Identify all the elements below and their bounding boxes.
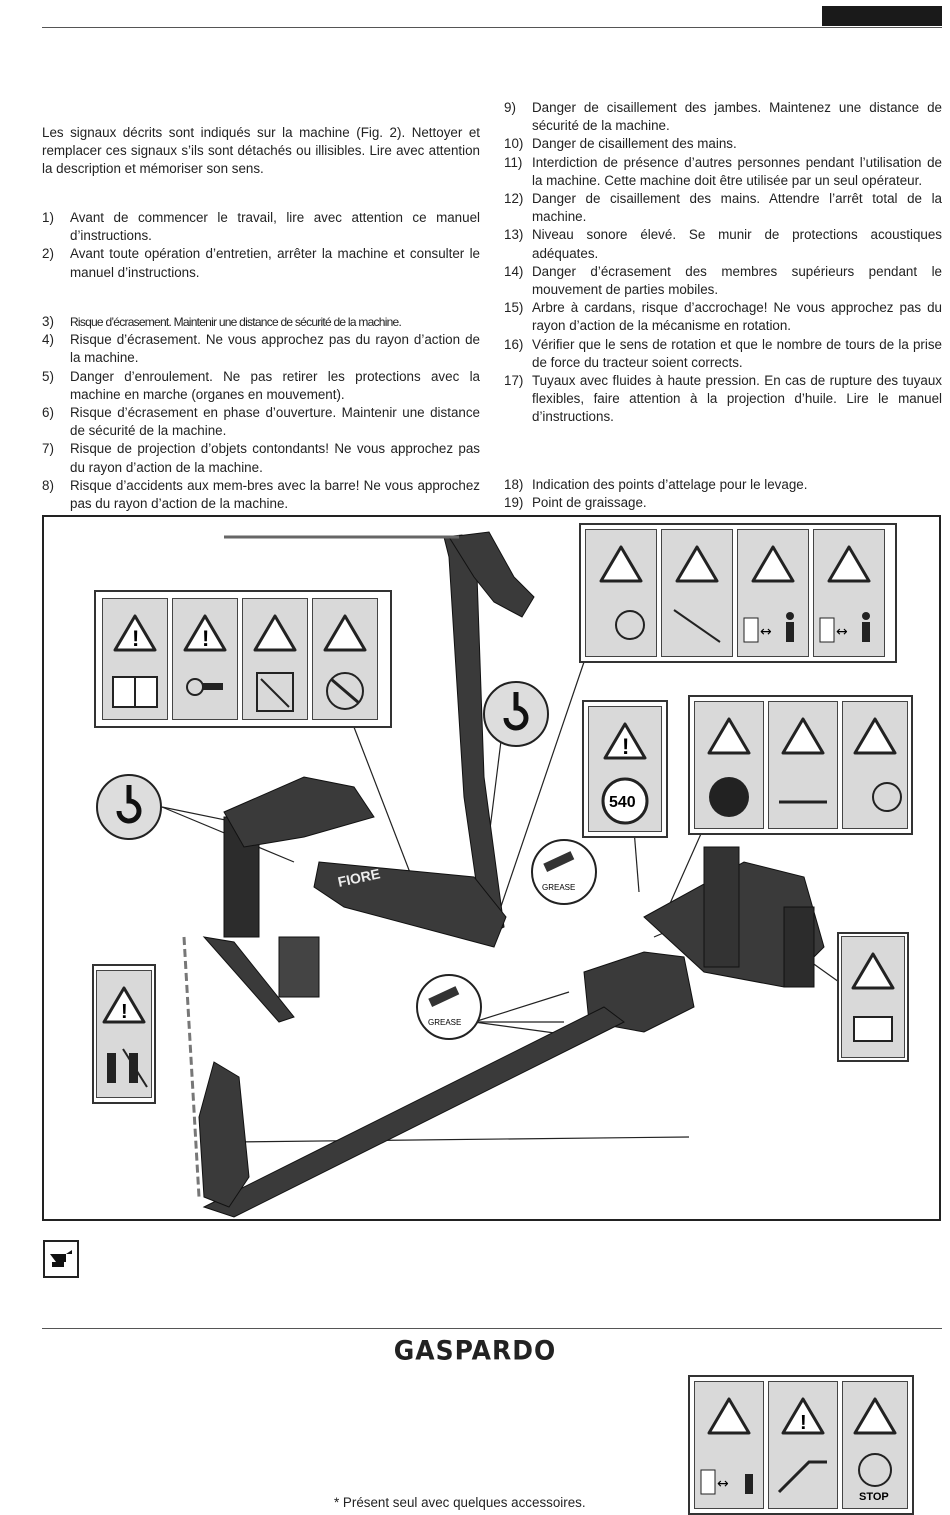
grease-badge-lower bbox=[417, 975, 481, 1039]
svg-text:↔: ↔ bbox=[760, 624, 772, 640]
grease-label: GREASE bbox=[542, 883, 576, 892]
item-number: 2) bbox=[42, 246, 54, 262]
pto-speed-panel bbox=[582, 700, 668, 838]
list-item bbox=[42, 477, 480, 513]
stop-machine-sign bbox=[172, 598, 238, 720]
sign-panel-13-15 bbox=[688, 695, 913, 835]
svg-text:↔: ↔ bbox=[836, 624, 848, 640]
stop-label: STOP bbox=[859, 1491, 889, 1503]
list-item bbox=[504, 99, 942, 135]
item-number: 3) bbox=[42, 314, 54, 329]
item-number: 18) bbox=[504, 477, 524, 492]
item-number: 10) bbox=[504, 136, 524, 152]
sign-panel-9-12 bbox=[579, 523, 897, 663]
item-number: 4) bbox=[42, 332, 54, 348]
pto-540-sign bbox=[588, 706, 662, 832]
header-tab bbox=[822, 6, 942, 26]
limb-crush-sign bbox=[768, 701, 838, 829]
item-text: Risque d’accidents aux mem-bres avec la barre! Ne vous approchez pas du rayon d’action de la machine. bbox=[70, 477, 480, 512]
item-number: 1) bbox=[42, 210, 54, 225]
item-text: Risque d’écrasement en phase d’ouverture. Maintenir une distance de sécurité de la machine. bbox=[70, 405, 480, 439]
item-number: 12) bbox=[504, 191, 524, 207]
list-item bbox=[504, 476, 942, 494]
item-number: 6) bbox=[42, 405, 54, 421]
item-text: Vérifier que le sens de rotation et que le nombre de tours de la prise de force du tracteur soient corrects. bbox=[532, 336, 942, 370]
item-text: Risque de projection d’objets contondants! Ne vous approchez pas du rayon d’action de la machine. bbox=[70, 441, 480, 475]
header-rule bbox=[42, 27, 942, 28]
list-item bbox=[504, 299, 942, 335]
list-item bbox=[504, 263, 942, 299]
read-manual-sign bbox=[102, 598, 168, 720]
item-number: 11) bbox=[504, 154, 523, 170]
item-number: 13) bbox=[504, 227, 524, 243]
high-pressure-sign bbox=[841, 936, 905, 1058]
list-c bbox=[504, 99, 942, 427]
item-text: Danger d’écrasement des membres supérieurs pendant le mouvement de parties mobiles. bbox=[532, 263, 942, 298]
list-d bbox=[504, 476, 942, 512]
list-item bbox=[504, 226, 942, 262]
item-text: Arbre à cardans, risque d’accrochage! Ne vous approchez pas du rayon d’action de la mécanisme en rotation. bbox=[532, 300, 942, 334]
svg-text:!: ! bbox=[132, 626, 140, 651]
ear-protection-sign bbox=[694, 701, 764, 829]
item-number: 16) bbox=[504, 336, 524, 352]
note-hand-icon bbox=[43, 1240, 79, 1278]
list-item bbox=[42, 245, 480, 281]
list-item bbox=[504, 154, 942, 190]
cutter-bar-sign bbox=[768, 1381, 838, 1509]
item-number: 9) bbox=[504, 100, 516, 115]
svg-text:!: ! bbox=[121, 1001, 128, 1023]
item-text: Avant toute opération d’entretien, arrêter la machine et consulter le manuel d’instructions. bbox=[70, 246, 480, 280]
gaspardo-logo: GASPARDO bbox=[393, 1335, 557, 1366]
rpm-label: 540 bbox=[609, 794, 636, 811]
list-a bbox=[42, 209, 480, 282]
item-text: Danger de cisaillement des mains. bbox=[532, 136, 737, 152]
list-item bbox=[504, 135, 942, 153]
sign-panel-1-4 bbox=[94, 590, 392, 728]
sign-panel-17 bbox=[837, 932, 909, 1062]
keep-distance-sign-2 bbox=[813, 529, 885, 657]
item-text: Risque d’écrasement. Ne vous approchez pas du rayon d’action de la machine. bbox=[70, 332, 480, 366]
crush-hazard-sign bbox=[242, 598, 308, 720]
open-crush-sign bbox=[694, 1381, 764, 1509]
list-item bbox=[42, 404, 480, 440]
figure-caption: * Présent seul avec quelques accessoires. bbox=[334, 1495, 586, 1510]
list-item bbox=[42, 209, 480, 245]
svg-text:!: ! bbox=[800, 1412, 807, 1434]
list-item bbox=[42, 440, 480, 476]
list-b bbox=[42, 313, 480, 513]
svg-text:↔: ↔ bbox=[717, 1476, 729, 1492]
item-text: Interdiction de présence d’autres personnes pendant l’utilisation de la machine. Cette machine doit être utilisée par un seul opérateur. bbox=[532, 154, 942, 188]
item-text: Danger de cisaillement des jambes. Maintenez une distance de sécurité de la machine. bbox=[532, 100, 942, 134]
grease-label: GREASE bbox=[428, 1018, 462, 1027]
list-item bbox=[42, 331, 480, 367]
blade-stop-sign bbox=[842, 1381, 908, 1509]
item-number: 8) bbox=[42, 477, 54, 493]
hand-shear-sign bbox=[661, 529, 733, 657]
entanglement-sign bbox=[312, 598, 378, 720]
item-text: Avant de commencer le travail, lire avec attention ce manuel d’instructions. bbox=[70, 210, 480, 244]
list-item bbox=[42, 368, 480, 404]
item-text: Risque d’écrasement. Maintenir une distance de sécurité de la machine. bbox=[70, 315, 402, 329]
sign-panel-7 bbox=[92, 964, 156, 1104]
footer-rule bbox=[42, 1328, 942, 1329]
sign-panel-bottom bbox=[688, 1375, 914, 1515]
item-text: Point de graissage. bbox=[532, 495, 647, 511]
leg-shear-sign bbox=[585, 529, 657, 657]
item-text: Niveau sonore élevé. Se munir de protections acoustiques adéquates. bbox=[532, 227, 942, 261]
list-item bbox=[42, 313, 480, 331]
svg-text:!: ! bbox=[202, 626, 210, 651]
lift-hook-badge-right bbox=[484, 682, 548, 746]
grease-badge-upper bbox=[532, 840, 596, 904]
item-number: 17) bbox=[504, 373, 524, 389]
svg-text:!: ! bbox=[622, 734, 630, 759]
item-number: 14) bbox=[504, 263, 524, 279]
item-number: 19) bbox=[504, 495, 524, 511]
machine-brand-label: FIORE bbox=[336, 865, 382, 890]
item-number: 15) bbox=[504, 300, 524, 316]
item-number: 5) bbox=[42, 368, 54, 384]
list-item bbox=[504, 336, 942, 372]
single-operator-sign bbox=[96, 970, 152, 1098]
list-item bbox=[504, 190, 942, 226]
item-text: Indication des points d’attelage pour le levage. bbox=[532, 477, 808, 492]
list-item bbox=[504, 494, 942, 512]
lift-hook-badge-left bbox=[97, 775, 161, 839]
intro-paragraph: Les signaux décrits sont indiqués sur la machine (Fig. 2). Nettoyer et remplacer ces signaux s’ils sont détachés ou illisibles. Lire avec attention la description et mémoriser son sens. bbox=[42, 125, 480, 177]
pto-shaft-sign bbox=[842, 701, 908, 829]
keep-distance-sign bbox=[737, 529, 809, 657]
item-number: 7) bbox=[42, 441, 54, 457]
list-item bbox=[504, 372, 942, 427]
item-text: Danger d’enroulement. Ne pas retirer les protections avec la machine en marche (organes en mouvement). bbox=[70, 368, 480, 402]
item-text: Danger de cisaillement des mains. Attendre l’arrêt total de la machine. bbox=[532, 191, 942, 225]
item-text: Tuyaux avec fluides à haute pression. En cas de rupture des tuyaux flexibles, faire attention à la projection d’huile. Lire le manuel d’instructions. bbox=[532, 373, 942, 425]
